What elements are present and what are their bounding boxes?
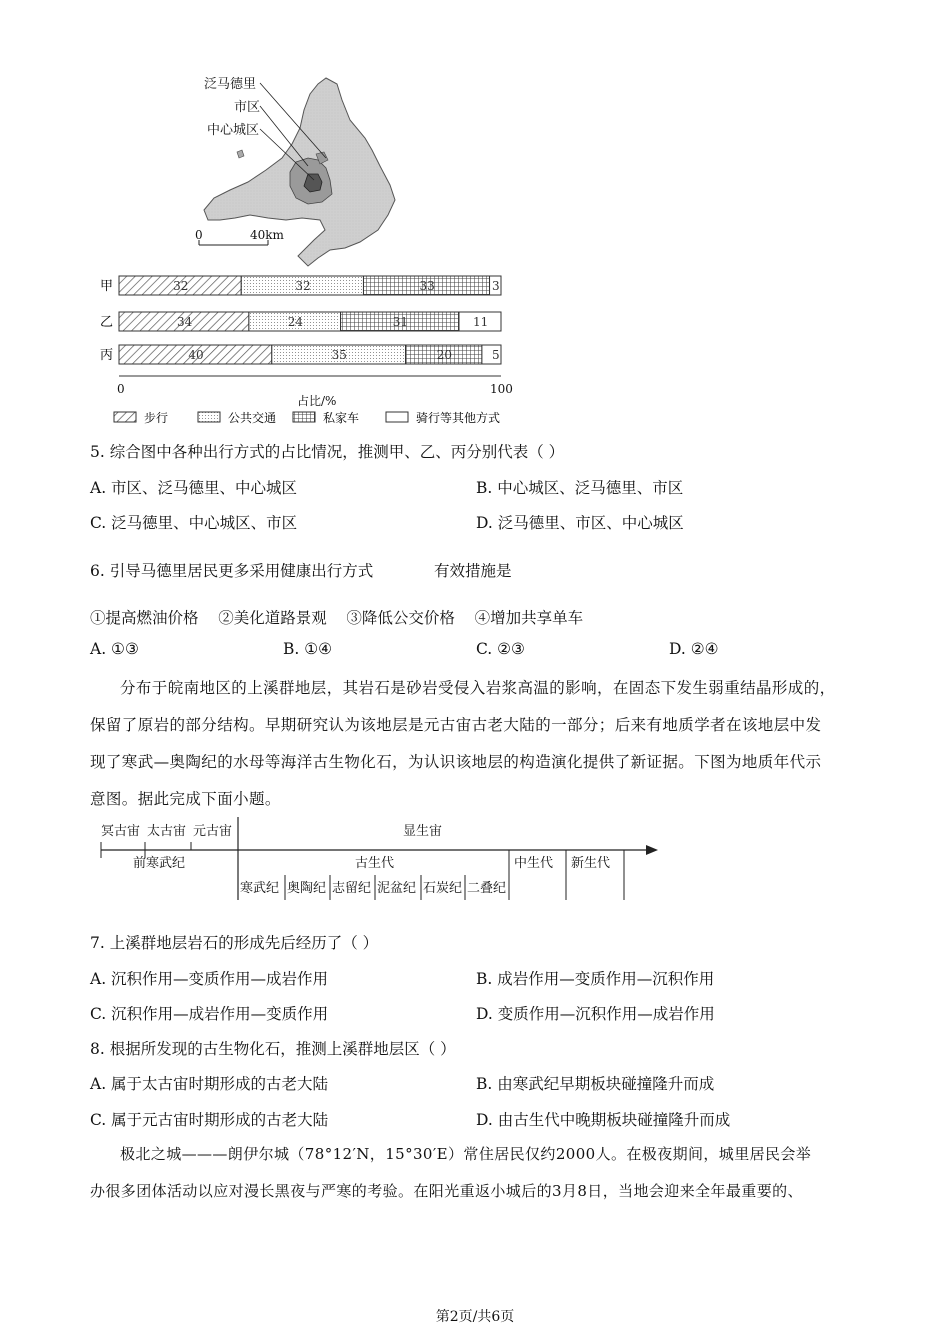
- bar-value-other-row3: 5: [492, 348, 500, 362]
- bar-value-bus-row2: 24: [287, 315, 304, 329]
- geologic-timeline-diagram: [96, 815, 666, 905]
- map-label-greater-madrid: 泛马德里: [204, 77, 257, 92]
- map-label-city: 市区: [234, 100, 261, 115]
- q6-items: ①提高燃油价格 ②美化道路景观 ③降低公交价格 ④增加共享单车: [90, 609, 584, 627]
- bar-value-bus-row3: 35: [331, 348, 347, 362]
- q6-option-c[interactable]: C. ②③: [476, 640, 525, 658]
- bar-value-bus-row1: 32: [295, 279, 311, 293]
- era-paleozoic: 古生代: [355, 856, 395, 871]
- legend-label-other: 骑行等其他方式: [416, 411, 501, 425]
- eon-proterozoic: 元古宙: [193, 824, 233, 839]
- q5-option-d[interactable]: D. 泛马德里、市区、中心城区: [476, 514, 684, 532]
- scale-label-end: 40km: [250, 228, 284, 242]
- q5-option-b[interactable]: B. 中心城区、泛马德里、市区: [476, 479, 684, 497]
- q6-stem-part1: 6. 引导马德里居民更多采用健康出行方式: [90, 562, 374, 580]
- bar-value-car-row3: 20: [436, 348, 452, 362]
- bar-value-car-row2: 31: [392, 315, 409, 329]
- q5-option-a[interactable]: A. 市区、泛马德里、中心城区: [90, 479, 298, 497]
- passage1-line-3: 现了寒武—奥陶纪的水母等海洋古生物化石，为认识该地层的构造演化提供了新证据。下图为地质年代示: [90, 753, 822, 771]
- bar-value-walk-row3: 40: [188, 348, 204, 362]
- small-exclave: [237, 150, 244, 158]
- q7-option-b[interactable]: B. 成岩作用—变质作用—沉积作用: [476, 970, 715, 988]
- timeline-arrow-head: [646, 845, 658, 855]
- eon-archean: 太古宙: [147, 824, 187, 839]
- bar-value-walk-row2: 34: [176, 315, 193, 329]
- bar-value-car-row1: 33: [419, 279, 435, 293]
- legend-swatch-car: [293, 412, 315, 422]
- q8-option-b[interactable]: B. 由寒武纪早期板块碰撞隆升而成: [476, 1075, 715, 1093]
- q8-option-c[interactable]: C. 属于元古宙时期形成的古老大陆: [90, 1111, 329, 1129]
- legend-label-walk: 步行: [144, 411, 169, 425]
- era-mesozoic: 中生代: [514, 856, 554, 871]
- q7-stem: 7. 上溪群地层岩石的形成先后经历了（ ）: [90, 934, 379, 952]
- q5-stem: 5. 综合图中各种出行方式的占比情况，推测甲、乙、丙分别代表（ ）: [90, 443, 565, 461]
- bar-value-other-row1: 3: [492, 279, 500, 293]
- travel-mode-bar-chart: [90, 270, 530, 430]
- bar-value-other-row2: 11: [472, 315, 489, 329]
- passage1-line-1: 分布于皖南地区的上溪群地层，其岩石是砂岩受侵入岩浆高温的影响，在固态下发生弱重结晶形成的，: [120, 679, 836, 697]
- q6-option-a[interactable]: A. ①③: [90, 640, 139, 658]
- q6-option-d[interactable]: D. ②④: [669, 640, 719, 658]
- page-footer: 第2页/共6页: [435, 1309, 515, 1325]
- bar-value-walk-row1: 32: [173, 279, 189, 293]
- passage2-line-2: 办很多团体活动以应对漫长黑夜与严寒的考验。在阳光重返小城后的3月8日，当地会迎来全年最重要的、: [90, 1182, 803, 1200]
- legend-swatch-bus: [198, 412, 220, 422]
- bar-row-label-1: 甲: [100, 279, 114, 294]
- q6-option-b[interactable]: B. ①④: [283, 640, 333, 658]
- period-cambrian: 寒武纪: [240, 881, 280, 896]
- q7-option-a[interactable]: A. 沉积作用—变质作用—成岩作用: [90, 970, 329, 988]
- bar-row-label-3: 丙: [100, 348, 114, 363]
- passage1-line-2: 保留了原岩的部分结构。早期研究认为该地层是元古宙古老大陆的一部分；后来有地质学者在该地层中发: [90, 716, 822, 734]
- q6-stem-part2: 有效措施是: [434, 562, 512, 580]
- chart-legend: [114, 410, 500, 425]
- passage1-line-4: 意图。据此完成下面小题。: [90, 790, 281, 808]
- q7-option-c[interactable]: C. 沉积作用—成岩作用—变质作用: [90, 1005, 329, 1023]
- period-silurian: 志留纪: [332, 881, 372, 896]
- scale-label-start: 0: [195, 228, 203, 242]
- period-devonian: 泥盆纪: [377, 881, 417, 896]
- eon-hadean: 冥古宙: [101, 824, 141, 839]
- period-permian: 二叠纪: [467, 881, 507, 896]
- legend-label-bus: 公共交通: [228, 411, 277, 425]
- bar-row-label-2: 乙: [100, 315, 114, 330]
- era-cenozoic: 新生代: [571, 856, 611, 871]
- eon-phanerozoic: 显生宙: [403, 824, 443, 839]
- legend-label-car: 私家车: [323, 411, 360, 425]
- precambrian-label: 前寒武纪: [133, 856, 186, 871]
- period-carboniferous: 石炭纪: [423, 881, 463, 896]
- legend-swatch-other: [386, 412, 408, 422]
- q8-option-a[interactable]: A. 属于太古宙时期形成的古老大陆: [90, 1075, 329, 1093]
- x-axis-label: 占比/%: [297, 394, 337, 408]
- x-axis-tick-100: 100: [490, 382, 513, 396]
- period-ordovician: 奥陶纪: [287, 881, 327, 896]
- map-label-central-city: 中心城区: [207, 123, 260, 138]
- x-axis-tick-0: 0: [117, 382, 125, 396]
- q5-option-c[interactable]: C. 泛马德里、中心城区、市区: [90, 514, 298, 532]
- madrid-map-figure: [190, 70, 420, 270]
- passage2-line-1: 极北之城———朗伊尔城（78°12′N，15°30′E）常住居民仅约2000人。在极夜期间，城里居民会举: [120, 1145, 812, 1163]
- q8-stem: 8. 根据所发现的古生物化石，推测上溪群地层区（ ）: [90, 1040, 456, 1058]
- q8-option-d[interactable]: D. 由古生代中晚期板块碰撞隆升而成: [476, 1111, 731, 1129]
- legend-swatch-walk: [114, 412, 136, 422]
- q7-option-d[interactable]: D. 变质作用—沉积作用—成岩作用: [476, 1005, 715, 1023]
